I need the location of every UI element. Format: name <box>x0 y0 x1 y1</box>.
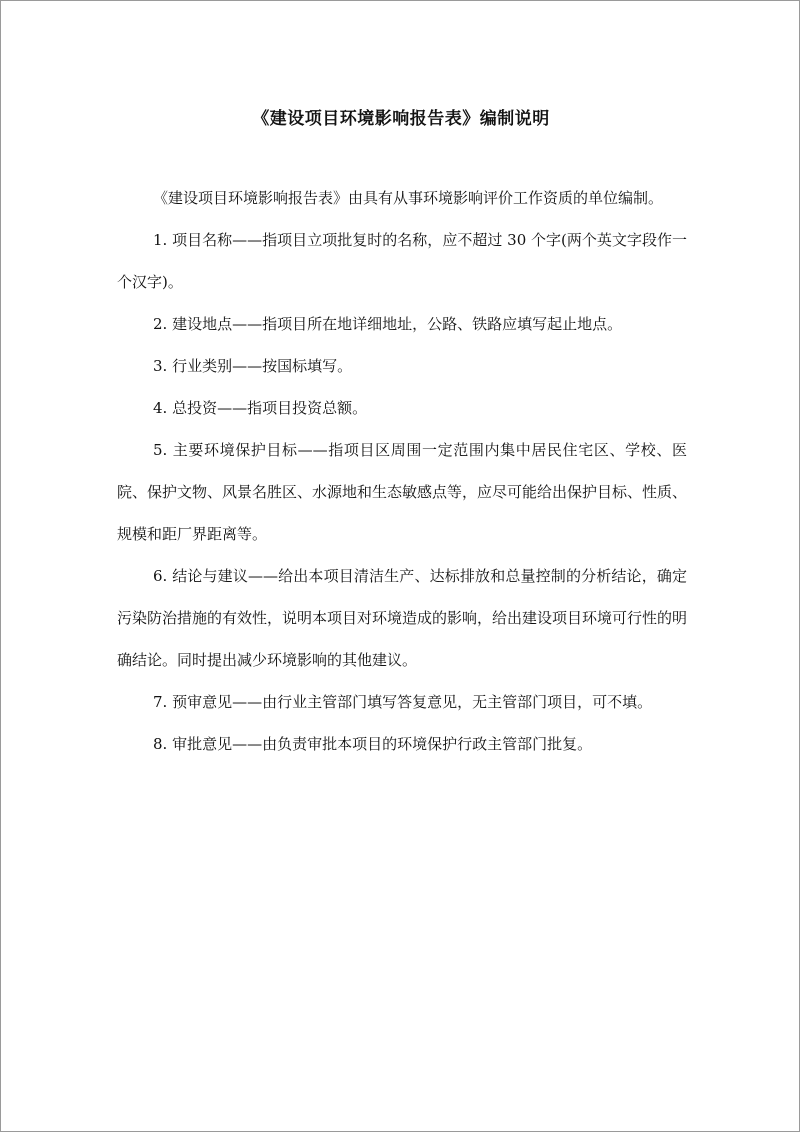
item-approval-opinion: 8. 审批意见——由负责审批本项目的环境保护行政主管部门批复。 <box>153 735 593 753</box>
item-construction-site: 2. 建设地点——指项目所在地详细地址，公路、铁路应填写起止地点。 <box>153 315 623 333</box>
document-body <box>117 177 687 765</box>
item-protection-targets: 5. 主要环境保护目标——指项目区周围一定范围内集中居民住宅区、学校、医院、保护文物、风景名胜区、水源地和生态敏感点等，应尽可能给出保护目标、性质、规模和距厂界距离等。 <box>117 441 688 543</box>
item-total-investment: 4. 总投资——指项目投资总额。 <box>153 399 368 417</box>
document-title: 《建设项目环境影响报告表》编制说明 <box>252 109 550 129</box>
item-project-name: 1. 项目名称——指项目立项批复时的名称，应不超过 30 个字(两个英文字段作一个汉字)。 <box>117 231 687 291</box>
intro-paragraph: 《建设项目环境影响报告表》由具有从事环境影响评价工作资质的单位编制。 <box>153 189 664 207</box>
item-conclusions: 6. 结论与建议——给出本项目清洁生产、达标排放和总量控制的分析结论，确定污染防治措施的有效性，说明本项目对环境造成的影响，给出建设项目环境可行性的明确结论。同时提出减少环境影响的其他建议。 <box>117 567 688 669</box>
item-industry-category: 3. 行业类别——按国标填写。 <box>153 357 353 375</box>
item-preliminary-review: 7. 预审意见——由行业主管部门填写答复意见，无主管部门项目，可不填。 <box>153 693 653 711</box>
